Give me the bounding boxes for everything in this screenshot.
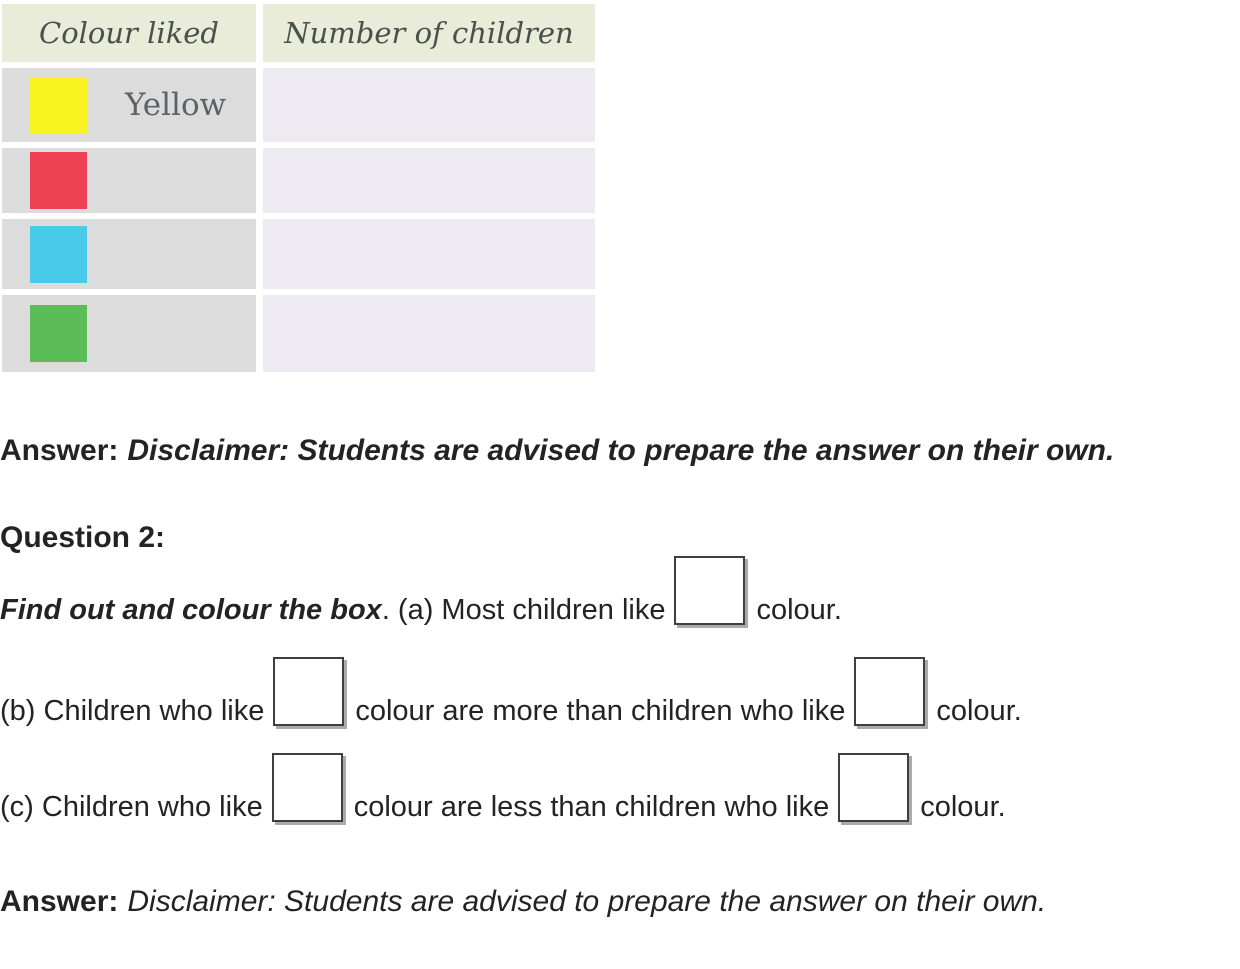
answer-box-b2[interactable] [854,657,925,726]
part-a-suffix: colour. [756,594,842,626]
answer-2-paragraph [0,883,1240,921]
green-swatch [30,305,87,362]
part-c-middle: colour are less than children who like [353,791,830,823]
part-b-suffix: colour. [936,695,1022,727]
column-header-colour-liked [2,4,256,62]
part-b-middle: colour are more than children who like [355,695,846,727]
answer-box-a[interactable] [674,556,745,625]
answer-box-c2[interactable] [838,753,909,822]
table-row-green-colour-cell [2,295,256,372]
column-header-number-of-children-label: Number of children [284,16,574,50]
question-2-part-a [0,556,1240,628]
question-2-part-b [0,657,1240,729]
question-2-part-c [0,753,1240,825]
part-a-text: . (a) Most children like [381,594,666,626]
answer-1-paragraph [0,432,1240,470]
question-2-instruction: Find out and colour the box [0,594,382,626]
yellow-swatch [30,77,87,134]
colour-table [2,4,595,372]
column-header-colour-liked-label: Colour liked [39,16,219,50]
answer-box-c1[interactable] [272,753,343,822]
answer-1-disclaimer: Disclaimer: Students are advised to prepare the answer on their own. [127,434,1115,467]
answer-2-disclaimer: Disclaimer: Students are advised to prepare the answer on their own. [127,885,1047,918]
table-row-red-colour-cell [2,148,256,213]
column-header-number-of-children [263,4,595,62]
part-c-prefix: (c) Children who like [0,791,263,823]
table-row-yellow-number-cell [263,68,595,142]
table-row-red-number-cell [263,148,595,213]
answer-box-b1[interactable] [273,657,344,726]
table-row-blue-colour-cell [2,219,256,289]
table-row-blue-number-cell [263,219,595,289]
answer-2-label: Answer: [0,885,119,918]
part-c-suffix: colour. [920,791,1006,823]
question-2-heading: Question 2: [0,521,166,554]
table-row-yellow-colour-cell [2,68,256,142]
table-row-green-number-cell [263,295,595,372]
blue-swatch [30,226,87,283]
red-swatch [30,152,87,209]
answer-1-label: Answer: [0,434,119,467]
yellow-label: Yellow [125,87,227,123]
part-b-prefix: (b) Children who like [0,695,265,727]
document-page [0,4,1240,969]
